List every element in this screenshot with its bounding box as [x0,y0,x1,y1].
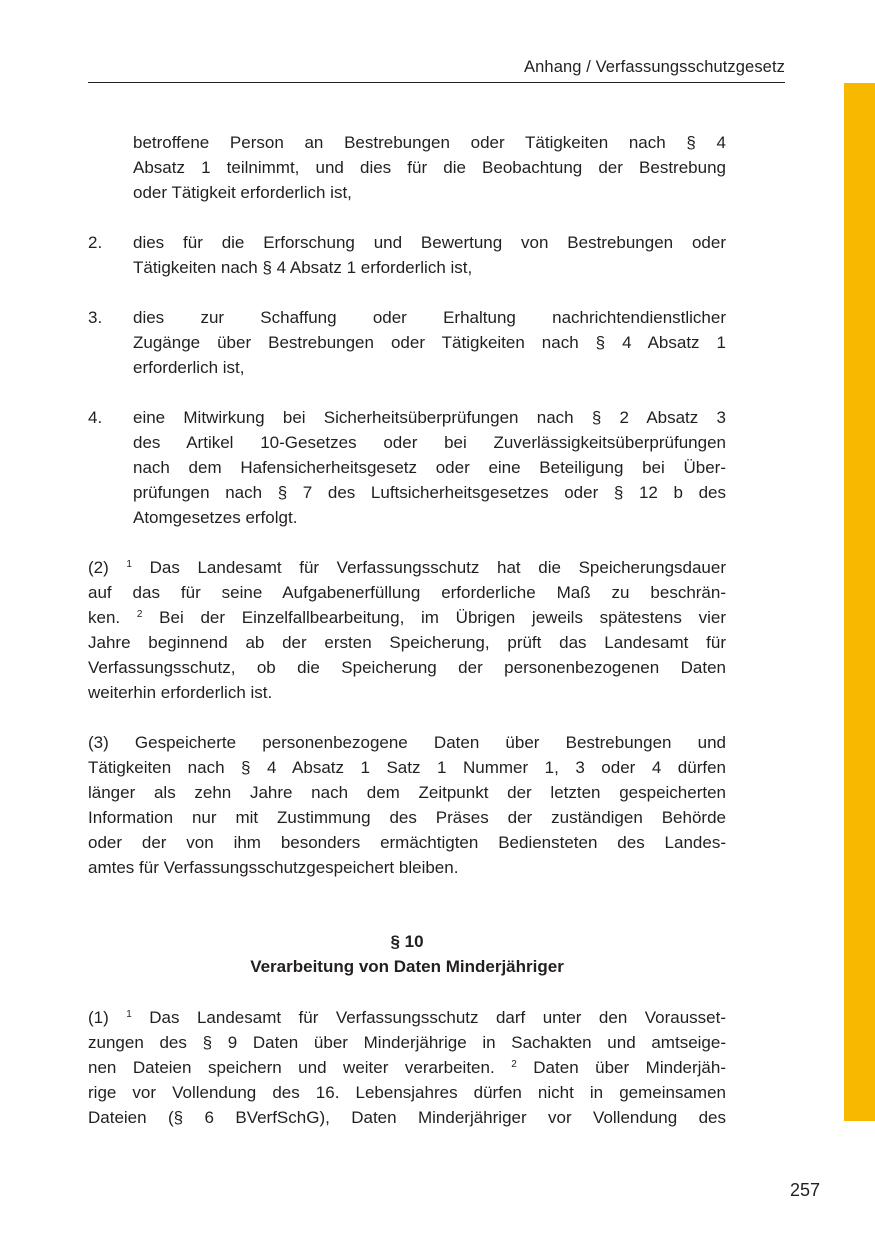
text-line: erforderlich ist, [133,358,245,377]
header-rule [88,82,785,83]
section-title: Verarbeitung von Daten Minderjähriger [250,957,564,976]
text-line: amtes für Verfassungsschutzgespeichert bleiben. [88,858,459,877]
page-number: 257 [789,1180,820,1200]
text-line: Absatz 1 teilnimmt, und dies für die Beobachtung der Bestrebung [133,158,726,177]
list-item [133,305,726,380]
text-line: dies zur Schaffung oder Erhaltung nachrichtendienstlicher [133,308,726,327]
section-number: § 10 [390,932,424,951]
text-line: zungen des § 9 Daten über Minderjährige in Sachakten und amtseige- [88,1033,726,1052]
paragraph-2 [88,555,726,705]
text-line: Atomgesetzes erfolgt. [133,508,298,527]
text-line: oder Tätigkeit erforderlich ist, [133,183,352,202]
list-item-number: 3. [88,308,103,327]
text-line: Tätigkeiten nach § 4 Absatz 1 erforderlich ist, [133,258,473,277]
text-line: Verfassungsschutz, ob die Speicherung der personenbezogenen Daten [88,658,726,677]
list-item [133,405,726,530]
paragraph-3 [88,730,726,880]
text-line: nach dem Hafensicherheitsgesetz oder eine Beteiligung bei Über- [133,458,726,477]
text-line: Dateien (§ 6 BVerfSchG), Daten Minderjähriger vor Vollendung des [88,1108,726,1127]
text-line: Jahre beginnend ab der ersten Speicherung, prüft das Landesamt für [88,633,726,652]
list-item [133,230,726,280]
text-line: rige vor Vollendung des 16. Lebensjahres dürfen nicht in gemeinsamen [88,1083,726,1102]
text-line: betroffene Person an Bestrebungen oder Tätigkeiten nach § 4 [133,133,726,152]
text-line: eine Mitwirkung bei Sicherheitsüberprüfungen nach § 2 Absatz 3 [133,408,726,427]
text-line: Information nur mit Zustimmung des Präses der zuständigen Behörde [88,808,726,827]
text-line: Tätigkeiten nach § 4 Absatz 1 Satz 1 Nummer 1, 3 oder 4 dürfen [88,758,726,777]
text-line: des Artikel 10-Gesetzes oder bei Zuverlässigkeitsüberprüfungen [133,433,726,452]
text-line: länger als zehn Jahre nach dem Zeitpunkt der letzten gespeicherten [88,783,726,802]
section-10-paragraph-1 [88,1005,726,1130]
text-line: dies für die Erforschung und Bewertung von Bestrebungen oder [133,233,726,252]
chapter-side-tab [844,83,875,1121]
item-1-continuation [133,130,726,205]
text-line: (2) $^1$ Das Landesamt für Verfassungsschutz hat die Speicherungsdauer [88,558,727,577]
text-line: weiterhin erforderlich ist. [88,683,273,702]
text-line: (3) Gespeicherte personenbezogene Daten über Bestrebungen und [88,733,726,752]
text-line: auf das für seine Aufgabenerfüllung erforderliche Maß zu beschrän- [88,583,726,602]
text-line: Zugänge über Bestrebungen oder Tätigkeiten nach § 4 Absatz 1 [133,333,726,352]
text-line: (1) $^1$ Das Landesamt für Verfassungsschutz darf unter den Vorausset- [88,1008,727,1027]
text-line: ken. $^2$ Bei der Einzelfallbearbeitung, im Übrigen jeweils spätestens vier [88,608,727,627]
running-header: Anhang / Verfassungsschutzgesetz [524,58,785,76]
list-item-number: 2. [88,233,103,252]
text-line: nen Dateien speichern und weiter verarbeiten. $^2$ Daten über Minderjäh- [88,1058,726,1077]
text-line: oder der von ihm besonders ermächtigten Bediensteten des Landes- [88,833,726,852]
text-line: prüfungen nach § 7 des Luftsicherheitsgesetzes oder § 12 b des [133,483,726,502]
list-item-number: 4. [88,408,103,427]
